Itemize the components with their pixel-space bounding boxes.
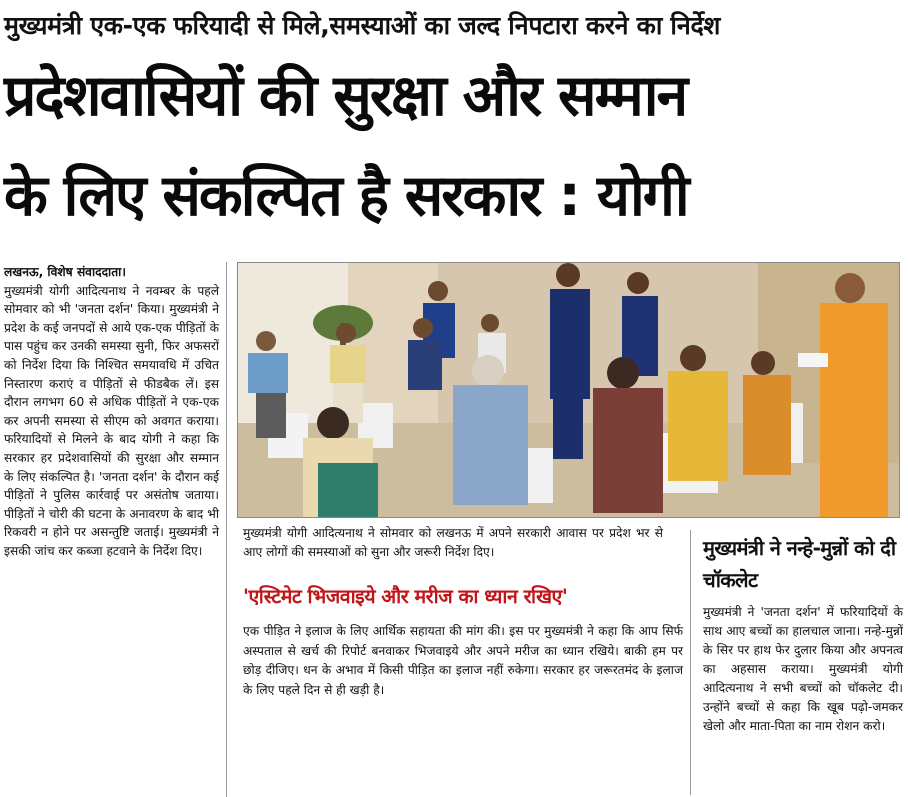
sidebar-divider: [690, 530, 691, 795]
story-column: [4, 263, 219, 561]
story-body: मुख्यमंत्री योगी आदित्यनाथ ने नवम्बर के पहले सोमवार को भी 'जनता दर्शन' किया। मुख्यमंत्री ने प्रदेश के कई जनपदों से आये एक-एक पीड़ितों के पास पहुंच कर उनकी समस्या सुनी, फिर अफसरों को निर्देश दिया कि निश्चित समयावधि में उचित निस्तारण कराएं व पीड़ितों से फीडबैक लें। इस दौरान लगभग 60 से अधिक पीड़ितों ने एक-एक कर अपनी समस्या से सीएम को अवगत कराया। फरियादियों से मिलने के बाद योगी ने कहा कि सरकार हर प्रदेशवासियों की सुरक्षा और सम्मान के लिए संकल्पित है। 'जनता दर्शन' के दौरान कई पीड़ितों ने पुलिस कार्रवाई पर असंतोष जताया। पीड़ितों ने चोरी की घटना के अनावरण के बाद भी रिकवरी न होने पर असन्तुष्टि जताई। मुख्यमंत्री ने इसकी जांच कर कब्जा हटवाने के निर्देश दिए।: [4, 283, 219, 558]
news-photo: [237, 262, 900, 518]
sidebar-heading: मुख्यमंत्री ने नन्हे-मुन्नों को दी चॉकलेट: [703, 536, 896, 592]
sidebar-body: मुख्यमंत्री ने 'जनता दर्शन' में फरियादियों के साथ आए बच्चों का हालचाल जाना। नन्हे-मुन्नों के सिर पर हाथ फेर दुलार किया और अपनत्व का अहसास कराया। मुख्यमंत्री योगी आदित्यनाथ ने सभी बच्चों को चॉकलेट दी। उन्होंने बच्चों से कहा कि खूब पढ़ो-जमकर खेलो और माता-पिता का नाम रोशन करो।: [703, 605, 903, 733]
quote-heading: 'एस्टिमेट भिजवाइये और मरीज का ध्यान रखिए': [243, 585, 568, 608]
kicker-headline: मुख्यमंत्री एक-एक फरियादी से मिले,समस्याओं का जल्द निपटारा करने का निर्देश: [4, 11, 721, 40]
main-headline-line-2: के लिए संकल्पित है सरकार : योगी: [4, 163, 688, 229]
story-dateline: लखनऊ, विशेष संवाददाता।: [4, 265, 126, 279]
main-headline-line-1: प्रदेशवासियों की सुरक्षा और सम्मान: [4, 63, 687, 129]
photo-illustration: [238, 263, 900, 518]
photo-caption: मुख्यमंत्री योगी आदित्यनाथ ने सोमवार को लखनऊ में अपने सरकारी आवास पर प्रदेश भर से आए लोगों की समस्याओं को सुना और जरूरी निर्देश दिए।: [243, 526, 663, 559]
quote-body: एक पीड़ित ने इलाज के लिए आर्थिक सहायता की मांग की। इस पर मुख्यमंत्री ने कहा कि आप सिर्फ अस्पताल से खर्च की रिपोर्ट बनवाकर भिजवाइये और अपने मरीज का ध्यान रखिये। बाकी हम पर छोड़ दीजिए। धन के अभाव में किसी पीड़ित का इलाज नहीं रुकेगा। सरकार हर जरूरतमंद के इलाज के लिए पहले दिन से ही खड़ी है।: [243, 624, 683, 697]
column-divider: [226, 262, 227, 797]
